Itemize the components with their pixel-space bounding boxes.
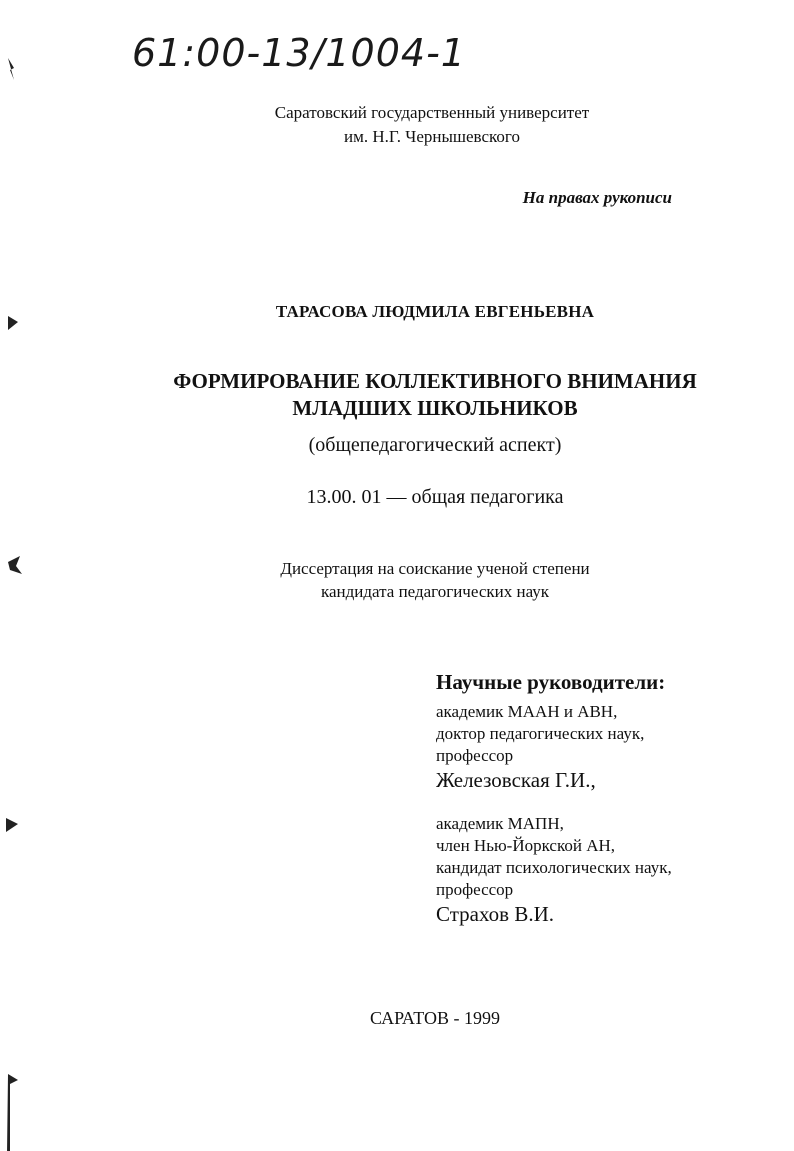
- scan-mark-3: [8, 556, 22, 574]
- advisor-spacer: [436, 793, 672, 813]
- catalog-number-text: 61:00-13/1004-1: [132, 31, 466, 75]
- scan-mark-5: [7, 1074, 18, 1151]
- advisors-block: [436, 670, 672, 927]
- city-year: САРАТОВ - 1999: [370, 1008, 500, 1028]
- dissertation-subtitle: (общепедагогический аспект): [308, 434, 562, 456]
- advisor-2-degree: кандидат психологических наук,: [436, 858, 672, 877]
- title-line-2: МЛАДШИХ ШКОЛЬНИКОВ: [292, 396, 578, 420]
- author-name: ТАРАСОВА ЛЮДМИЛА ЕВГЕНЬЕВНА: [275, 302, 595, 321]
- degree-line-2: кандидата педагогических наук: [320, 582, 550, 601]
- advisor-2-name: Страхов В.И.: [436, 902, 555, 926]
- university-named-after: им. Н.Г. Чернышевского: [344, 127, 520, 146]
- advisor-1-degree: доктор педагогических наук,: [436, 724, 645, 743]
- advisor-1-title: академик МААН и АВН,: [436, 702, 618, 721]
- advisor-2-membership: член Нью-Йоркской АН,: [436, 836, 616, 855]
- scan-mark-1: [8, 58, 14, 80]
- advisor-1-rank: профессор: [436, 746, 514, 765]
- advisors-heading: Научные руководители:: [436, 670, 666, 694]
- rights-note: На правах рукописи: [522, 188, 672, 207]
- advisor-1: [436, 701, 672, 793]
- handwritten-catalog-number: [128, 14, 508, 84]
- specialty-code: 13.00. 01 — общая педагогика: [306, 486, 564, 508]
- dissertation-degree: [38, 557, 794, 603]
- advisor-2: [436, 813, 672, 927]
- title-line-1: ФОРМИРОВАНИЕ КОЛЛЕКТИВНОГО ВНИМАНИЯ: [173, 369, 697, 393]
- advisor-2-title: академик МАПН,: [436, 814, 564, 833]
- university-name: Саратовский государственный университет: [274, 103, 590, 122]
- scan-edge-marks: [0, 0, 30, 1151]
- scan-mark-4: [6, 818, 18, 832]
- university-block: [35, 101, 794, 149]
- dissertation-title: [38, 368, 794, 422]
- advisor-2-rank: профессор: [436, 880, 514, 899]
- degree-line-1: Диссертация на соискание ученой степени: [280, 559, 590, 578]
- advisor-1-name: Железовская Г.И.,: [436, 768, 596, 792]
- scan-mark-2: [8, 316, 18, 330]
